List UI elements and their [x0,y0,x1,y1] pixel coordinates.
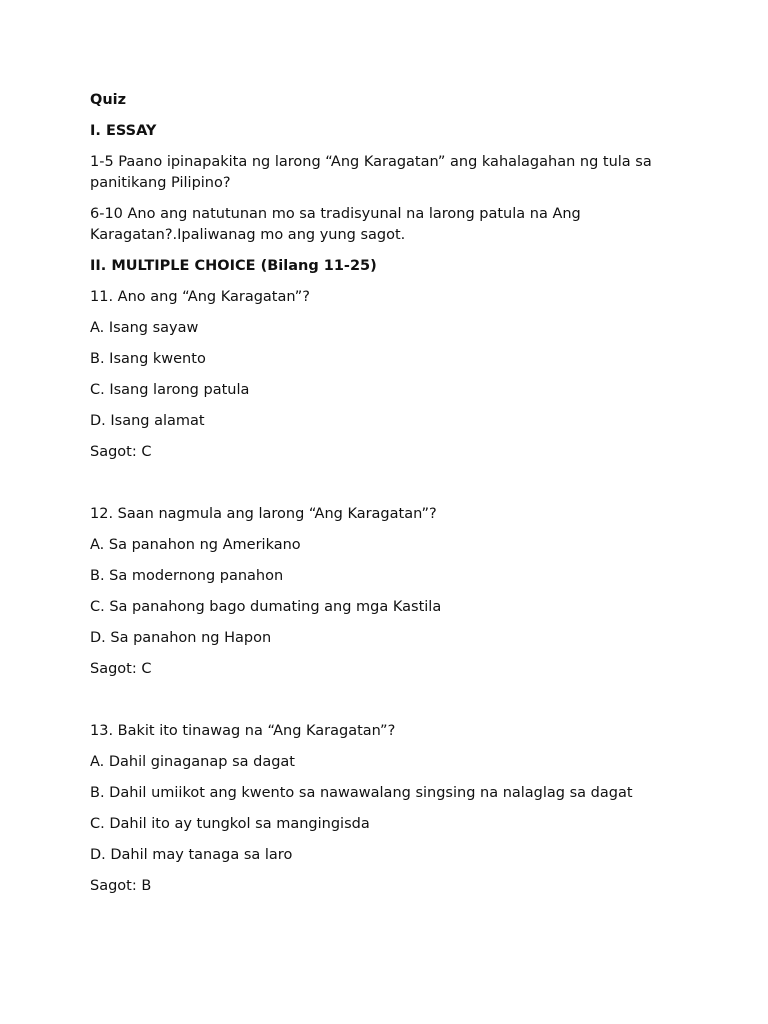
choice-b: B. Isang kwento [90,351,206,367]
choice-c: C. Isang larong patula [90,382,250,398]
choice-b: B. Sa modernong panahon [90,568,284,584]
question-11: 11. Ano ang “Ang Karagatan”? [90,289,310,305]
question-12: 12. Saan nagmula ang larong “Ang Karagatan”? [90,506,437,522]
choice-a: A. Sa panahon ng Amerikano [90,537,301,553]
multiple-choice-heading: II. MULTIPLE CHOICE (Bilang 11-25) [90,258,377,274]
spacer [90,690,690,711]
choice-d: D. Isang alamat [90,413,205,429]
answer-line: Sagot: C [90,661,152,677]
quiz-title: Quiz [90,92,127,108]
choice-c: C. Dahil ito ay tungkol sa mangingisda [90,816,370,832]
choice-d: D. Dahil may tanaga sa laro [90,847,293,863]
choice-c: C. Sa panahong bago dumating ang mga Kastila [90,599,442,615]
question-13: 13. Bakit ito tinawag na “Ang Karagatan”? [90,723,396,739]
essay-heading: I. ESSAY [90,123,157,139]
choice-a: A. Dahil ginaganap sa dagat [90,754,295,770]
choice-d: D. Sa panahon ng Hapon [90,630,272,646]
essay-question-2: 6-10 Ano ang natutunan mo sa tradisyunal na larong patula na Ang Karagatan?.Ipaliwanag mo ang yung sagot. [90,206,581,243]
answer-line: Sagot: C [90,444,152,460]
spacer [90,473,690,494]
answer-line: Sagot: B [90,878,152,894]
choice-b: B. Dahil umiikot ang kwento sa nawawalang singsing na nalaglag sa dagat [90,785,633,801]
choice-a: A. Isang sayaw [90,320,199,336]
document-page [90,90,690,907]
essay-question-1: 1-5 Paano ipinapakita ng larong “Ang Karagatan” ang kahalagahan ng tula sa panitikang Pilipino? [90,154,652,191]
